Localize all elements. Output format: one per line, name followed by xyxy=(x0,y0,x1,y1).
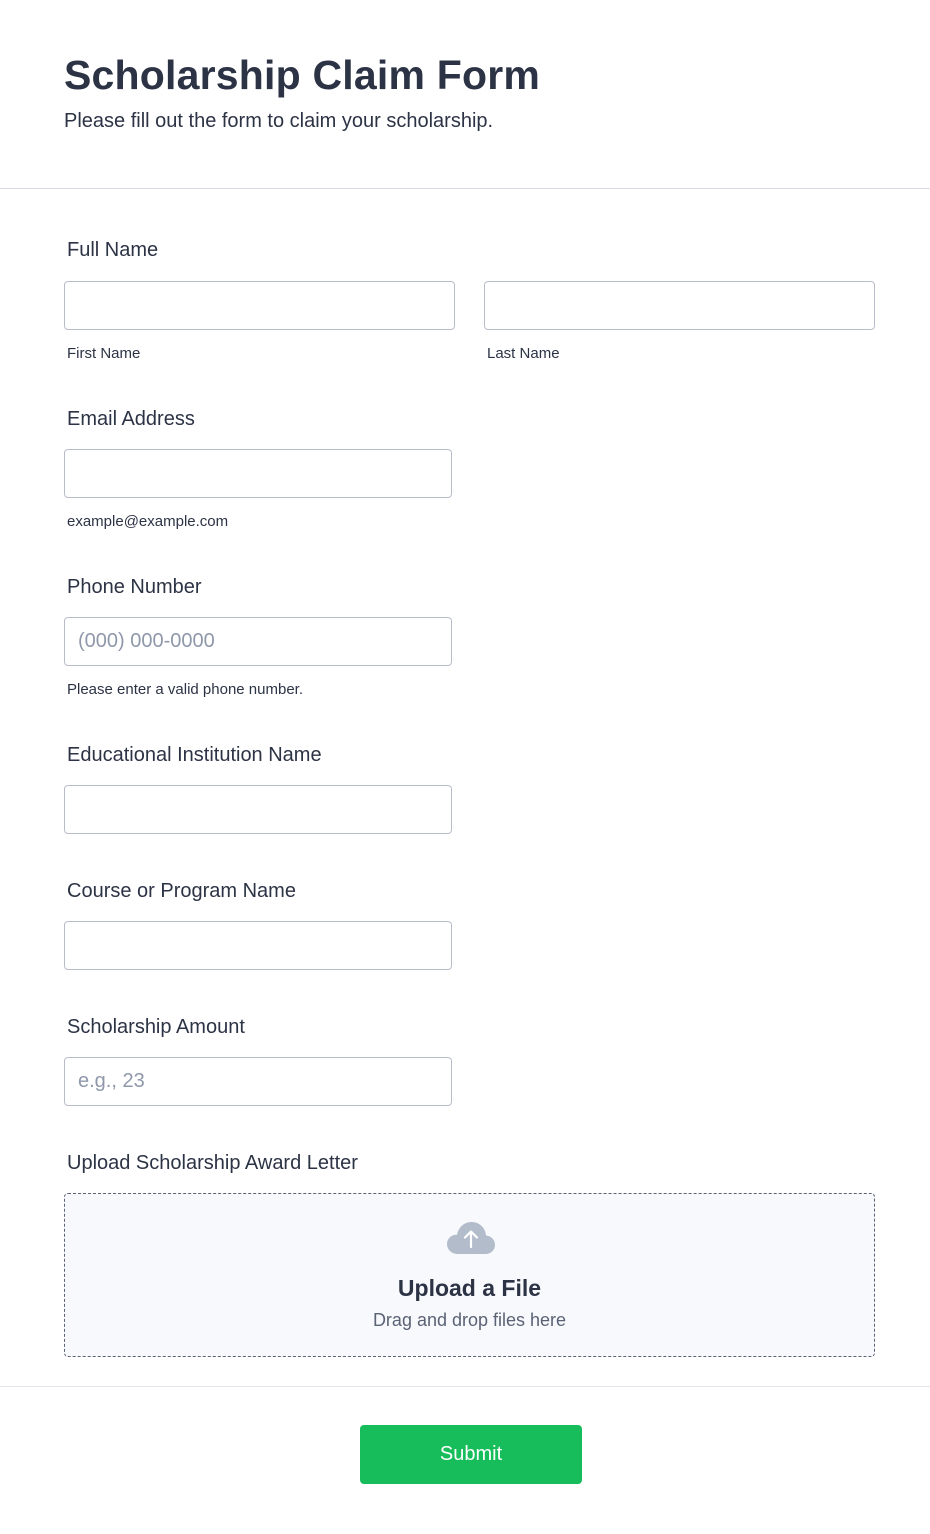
cloud-upload-icon xyxy=(446,1220,496,1256)
last-name-input[interactable] xyxy=(484,281,875,330)
course-label: Course or Program Name xyxy=(67,880,296,902)
phone-sublabel: Please enter a valid phone number. xyxy=(67,681,303,698)
form-header xyxy=(0,0,930,189)
course-input[interactable] xyxy=(64,921,452,970)
phone-input[interactable] xyxy=(64,617,452,666)
footer-divider xyxy=(0,1386,930,1387)
last-name-sublabel: Last Name xyxy=(487,345,560,362)
file-upload-dropzone[interactable] xyxy=(64,1193,875,1357)
first-name-input[interactable] xyxy=(64,281,455,330)
upload-title: Upload a File xyxy=(397,1275,542,1301)
amount-input[interactable] xyxy=(64,1057,452,1106)
page-title: Scholarship Claim Form xyxy=(64,52,541,98)
full-name-label: Full Name xyxy=(67,239,159,261)
institution-label: Educational Institution Name xyxy=(67,744,322,766)
phone-label: Phone Number xyxy=(67,576,202,598)
institution-input[interactable] xyxy=(64,785,452,834)
page-subtitle: Please fill out the form to claim your scholarship. xyxy=(64,110,494,132)
email-sublabel: example@example.com xyxy=(67,513,229,530)
email-input[interactable] xyxy=(64,449,452,498)
email-label: Email Address xyxy=(67,408,195,430)
amount-label: Scholarship Amount xyxy=(67,1016,245,1038)
upload-hint: Drag and drop files here xyxy=(372,1310,567,1330)
upload-label: Upload Scholarship Award Letter xyxy=(67,1152,358,1174)
submit-button[interactable]: Submit xyxy=(360,1425,582,1484)
first-name-sublabel: First Name xyxy=(67,345,141,362)
